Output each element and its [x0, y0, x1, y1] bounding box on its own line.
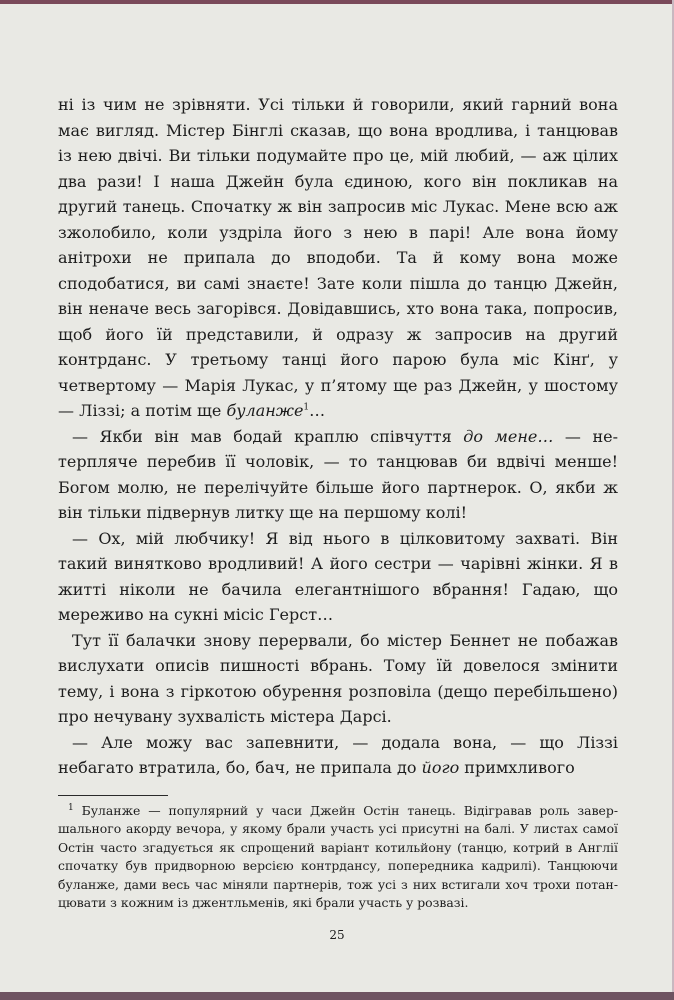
text-run: — нетерпляче перебив її чоловік, — то танцював би вдвічі менше! Богом молю, не перелічуйте більше його партнерок. О, якби ж він тільки підвернув литку ще на першому колі! — [58, 426, 619, 522]
footnotes — [58, 802, 618, 913]
footnote — [58, 802, 618, 913]
text-run: … — [309, 401, 326, 420]
text-run: примхливого — [459, 758, 575, 777]
italic-text: до мене… — [463, 426, 554, 446]
text-run: — Якби він мав бодай краплю співчуття — [72, 426, 464, 446]
text-run: — Але можу вас запевнити, — додала вона, — що Ліззі небагато втратила, бо, бач, не припала до — [58, 732, 618, 777]
body-text — [58, 92, 618, 781]
footnote-divider — [58, 795, 168, 796]
page-top-edge — [0, 0, 674, 4]
paragraph — [58, 628, 618, 730]
italic-text: буланже — [226, 401, 304, 420]
text-run: Тут її балачки знову перервали, бо містер Беннет не побажав вислухати описів пишності вбрань. Тому їй довелося змінити тему, і вона з гіркотою обурення розповіла (дещо перебільшено) про нечувану зухвалість містера Дарсі. — [58, 630, 618, 726]
paragraph — [58, 526, 618, 628]
paragraph — [58, 424, 618, 526]
footnote-marker: 1 — [68, 802, 74, 813]
paragraph — [58, 92, 618, 424]
text-run: — Ох, мій любчику! Я від нього в цілковитому захваті. Він такий винятково вродливий! А його сестри — чарівні жінки. Я в житті ніколи не бачила елегантнішого вбрання! Гадаю, що мереживо на сукні місіс Герст… — [58, 528, 618, 624]
text-run: ні із чим не зрівняти. Усі тільки й говорили, який гарний вона має вигляд. Містер Бінглі сказав, що вона вродлива, і танцював із нею двічі. Ви тільки подумайте про це, мій любий, — аж цілих два рази! І наша Джейн була єдиною, кого він покликав на другий танець. Спочатку ж він запросив міс Лукас. Мене всю аж зжолобило, коли уздріла його з нею в парі! Але вона йому анітрохи не припала до вподоби. Та й кому вона може сподобатися, ви самі знаєте! Зате коли пішла до танцю Джейн, він неначе весь загорівся. Довідавшись, хто вона така, попросив, щоб його їй представили, й одразу ж запросив на другий контрданс. У третьому танці його парою була міс Кінґ, у четвертому — Марія Лукас, у п’ятому ще раз Джейн, у шостому — Ліззі; а потім ще — [58, 95, 618, 420]
paragraph — [58, 730, 618, 781]
book-page — [58, 92, 618, 913]
footnote-marker: 1 — [303, 402, 310, 413]
text-run: Буланже — популярний у часи Джейн Остін танець. Відігравав роль завершального акорду вечора, у якому брали участь усі присутні на балі. У листах самої Остін часто згадується як спрощений варіант котильйону (танцю, котрий в Англії спочатку був придворною версією контрдансу, попередника кадрилі). Танцюючи буланже, дами весь час міняли партнерів, тож усі з них встигали хоч трохи потанцювати з кожним із джентльменів, які брали участь у розвазі. — [58, 802, 618, 910]
italic-text: його — [421, 758, 460, 777]
page-bottom-edge — [0, 992, 674, 1000]
page-number: 25 — [329, 928, 345, 942]
